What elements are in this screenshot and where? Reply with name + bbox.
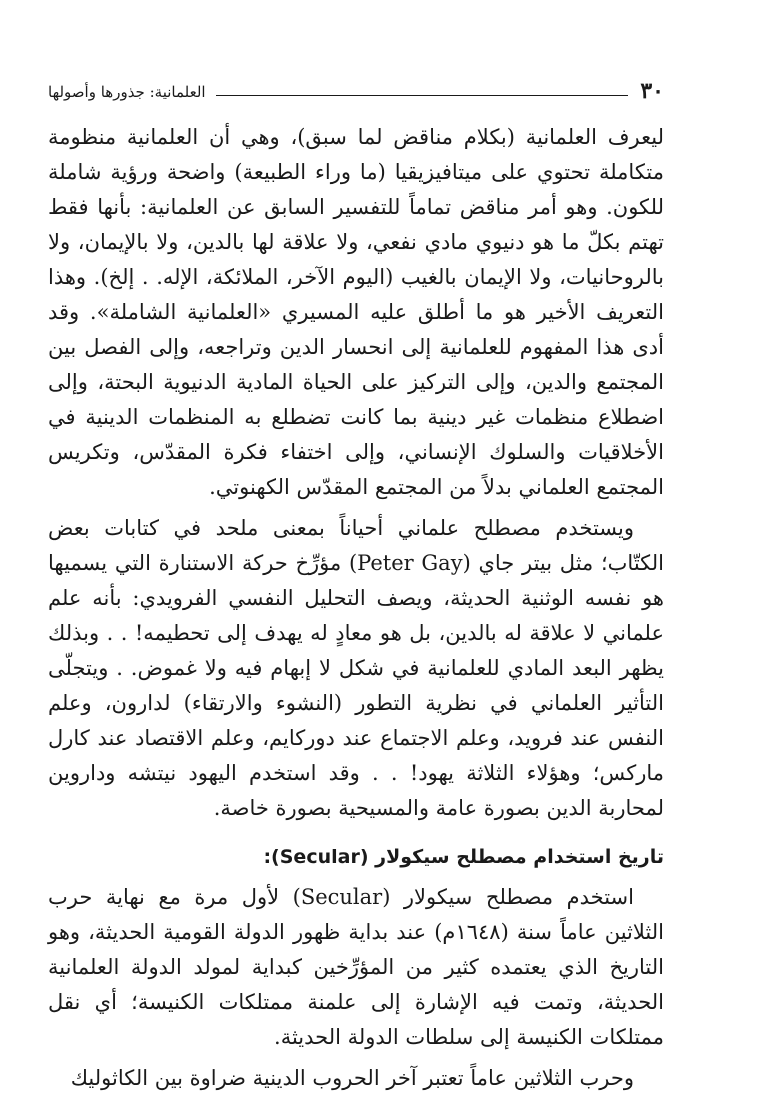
body-text	[48, 120, 664, 1096]
paragraph-secularism-definition: ليعرف العلمانية (بكلام مناقض لما سبق)، وهي أن العلمانية منظومة متكاملة تحتوي على ميتافيزيقيا (ما وراء الطبيعة) واضحة ورؤية شاملة للكون. وهو أمر مناقض تماماً للتفسير السابق عن العلمانية: بأنها فقط تهتم بكلّ ما هو دنيوي مادي نفعي، ولا علاقة لها بالدين، ولا بالإيمان، ولا بالروحانيات، ولا الإيمان بالغيب (اليوم الآخر، الملائكة، الإله. . إلخ). وهذا التعريف الأخير هو ما أطلق عليه المسيري «العلمانية الشاملة». وقد أدى هذا المفهوم للعلمانية إلى انحسار الدين وتراجعه، وإلى الفصل بين المجتمع والدين، وإلى التركيز على الحياة المادية الدنيوية البحتة، وإلى اضطلاع منظمات غير دينية بما كانت تضطلع به المنظمات الدينية في الأخلاقيات والسلوك الإنساني، وإلى اختفاء فكرة المقدّس، وتكريس المجتمع العلماني بدلاً من المجتمع المقدّس الكهنوتي.	[48, 125, 664, 499]
page-number: ٣٠	[640, 78, 664, 104]
section-heading: تاريخ استخدام مصطلح سيكولار (Secular):	[263, 846, 664, 868]
paragraph-thirty-years-war: وحرب الثلاثين عاماً تعتبر آخر الحروب الدينية ضراوة بين الكاثوليك	[70, 1066, 634, 1090]
running-title: العلمانية: جذورها وأصولها	[48, 83, 206, 101]
paragraph-secular-as-atheist: ويستخدم مصطلح علماني أحياناً بمعنى ملحد في كتابات بعض الكتّاب؛ مثل بيتر جاي (Peter Gay) مؤرِّخ حركة الاستنارة التي يسميها هو نفسه الوثنية الحديثة، ويصف التحليل النفسي الفرويدي: بأنه علم علماني لا علاقة له بالدين، بل هو معادٍ له يهدف إلى تحطيمه! . . وبذلك يظهر البعد المادي للعلمانية في شكل لا إبهام فيه ولا غموض. . ويتجلّى التأثير العلماني في نظرية التطور (النشوء والارتقاء) لدارون، وعلم النفس عند فرويد، وعلم الاجتماع عند دوركايم، وعلم الاقتصاد عند كارل ماركس؛ وهؤلاء الثلاثة يهود! . . وقد استخدم اليهود نيتشه وداروين لمحاربة الدين بصورة عامة والمسيحية بصورة خاصة.	[48, 516, 664, 820]
header-rule	[216, 95, 629, 96]
paragraph-term-history: استخدم مصطلح سيكولار (Secular) لأول مرة مع نهاية حرب الثلاثين عاماً سنة (١٦٤٨م) عند بداية ظهور الدولة القومية الحديثة، وهو التاريخ الذي يعتمده كثير من المؤرِّخين كبداية لمولد الدولة العلمانية الحديثة، وتمت فيه الإشارة إلى علمنة ممتلكات الكنيسة؛ أي نقل ممتلكات الكنيسة إلى سلطات الدولة الحديثة.	[48, 885, 664, 1049]
running-header	[48, 74, 664, 104]
